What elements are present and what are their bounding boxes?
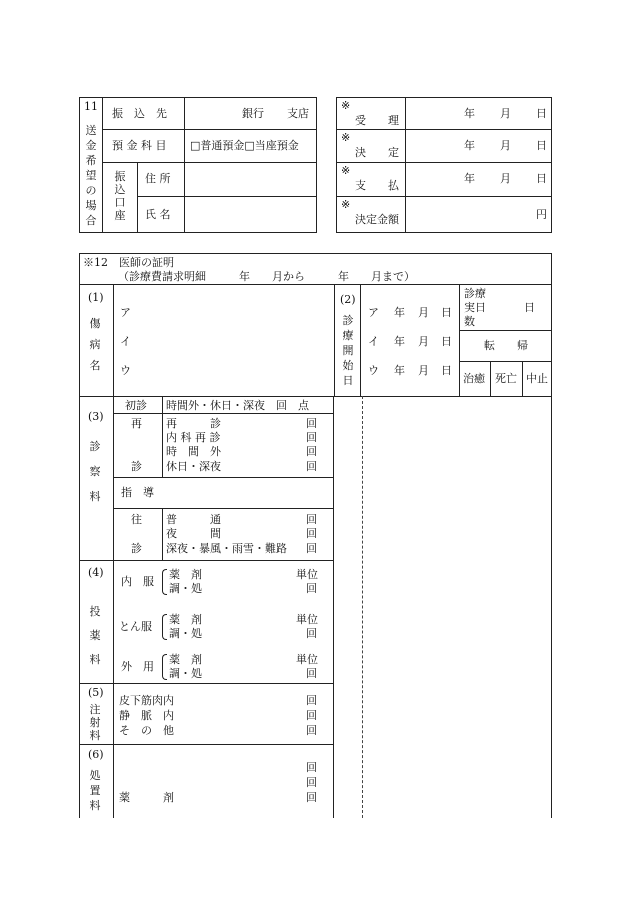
times-unit: 回 [306,761,317,774]
unit-label: 単位 [296,653,318,666]
divider [334,284,335,396]
external-use-label: 外 用 [121,660,154,673]
month-label: 月 [500,172,511,185]
injury-item-u: ウ [120,364,131,377]
divider [360,284,361,396]
certificate-subtitle: （診療費請求明細 年 月から 年 月まで） [118,270,415,283]
decided-amount-label: 決定金額 [355,213,399,226]
year-label: 年 [394,364,405,377]
divider [336,129,552,130]
day-label: 日 [441,306,452,319]
times-unit: 回 [306,513,317,526]
divider [113,284,114,818]
month-label: 月 [418,364,429,377]
day-label: 日 [536,107,547,120]
divider [113,413,333,414]
day-label: 日 [536,172,547,185]
divider [102,97,103,233]
revisit-item: 内 科 再 診 [166,431,221,444]
drug-item: 薬 剤 [169,613,202,626]
times-unit: 回 [306,582,317,595]
times-unit: 回 [306,791,317,804]
first-visit-detail: 時間外・休日・深夜 回 点 [166,399,309,412]
start-date-label: 診療開始日 [342,314,354,387]
certificate-title: ※12 医師の証明 [83,256,174,269]
revisit-label-top: 再 [131,417,142,430]
home-visit-item: 夜 間 [166,527,221,540]
divider [79,744,333,745]
divider [459,330,551,331]
unit-label: 単位 [296,613,318,626]
injection-item: そ の 他 [119,724,174,737]
divider [405,97,406,233]
year-label: 年 [394,335,405,348]
received-label: 受 理 [355,114,399,127]
day-label: 日 [441,364,452,377]
start-row-i: イ [368,335,379,348]
office-mark: ※ [341,198,351,211]
divider [79,284,551,285]
name-label: 氏 名 [145,208,171,221]
home-visit-item: 普 通 [166,513,221,526]
outcome-died: 死亡 [495,372,517,385]
divider [522,361,523,396]
branch-label: 支店 [287,107,309,120]
divider [79,396,551,397]
as-needed-label: とん服 [119,620,152,633]
unit-label: 単位 [296,568,318,581]
first-visit-label: 初診 [125,399,147,412]
guidance-label: 指 導 [121,486,154,499]
bank-label: 銀行 [242,107,264,120]
injury-item-a: ア [120,306,131,319]
office-mark: ※ [341,164,351,177]
days-label-2: 実日 [464,301,486,314]
brace [162,654,167,680]
days-unit: 日 [524,301,535,314]
injection-item: 皮下筋肉内 [119,694,174,707]
divider [102,129,317,130]
drug-label: 薬 剤 [119,791,174,804]
injection-item: 静 脈 内 [119,709,174,722]
divider [490,361,491,396]
consultation-fee-label: 診察料 [89,440,101,503]
brace [162,614,167,640]
revisit-item: 休日・深夜 [166,460,221,473]
divider [336,196,552,197]
revisit-label-bottom: 診 [131,460,142,473]
brace [162,569,167,595]
home-visit-label-bottom: 診 [131,542,142,555]
times-unit: 回 [306,724,317,737]
certificate-frame [79,253,551,254]
divider [162,508,163,560]
start-row-a: ア [368,306,379,319]
home-visit-item: 深夜・暴風・雨雪・難路 [166,542,287,555]
month-label: 月 [418,306,429,319]
days-label-3: 数 [464,315,475,328]
account-type-label: 預 金 科 目 [112,139,167,152]
frame-left [79,253,80,818]
year-label: 年 [464,107,475,120]
home-visit-label-top: 往 [131,513,142,526]
injection-fee-label: 注射料 [89,703,101,742]
divider [336,162,552,163]
dispense-item: 調・処 [169,627,202,640]
treatment-fee-label: 処置料 [89,769,101,812]
divider [162,396,163,477]
outcome-label: 転 帰 [484,339,528,352]
year-label: 年 [464,139,475,152]
injection-number: (5) [88,686,104,699]
item-number: 11 [84,100,98,113]
times-unit: 回 [306,694,317,707]
divider [459,361,551,362]
divider [113,508,333,509]
payee-label: 振 込 先 [112,107,167,120]
divider [79,560,333,561]
yen-label: 円 [536,208,547,221]
day-label: 日 [441,335,452,348]
treatment-number: (6) [88,748,104,761]
internal-use-label: 内 服 [121,575,154,588]
divider [79,683,333,684]
dispense-item: 調・処 [169,667,202,680]
day-label: 日 [536,139,547,152]
times-unit: 回 [306,627,317,640]
revisit-item: 時 間 外 [166,445,221,458]
month-label: 月 [500,139,511,152]
decided-label: 決 定 [355,146,399,159]
start-date-number: (2) [340,293,356,306]
office-mark: ※ [341,131,351,144]
paid-label: 支 払 [355,179,399,192]
times-unit: 回 [306,431,317,444]
divider [184,97,185,233]
account-type-options[interactable]: □普通預金□当座預金 [190,139,299,152]
medication-fee-label: 投薬料 [89,605,101,666]
transfer-account-label: 振込口座 [114,170,126,222]
drug-item: 薬 剤 [169,568,202,581]
month-label: 月 [500,107,511,120]
times-unit: 回 [306,667,317,680]
times-unit: 回 [306,527,317,540]
times-unit: 回 [306,709,317,722]
outcome-stopped: 中止 [526,372,548,385]
outcome-cured: 治癒 [463,372,485,385]
year-label: 年 [464,172,475,185]
divider [137,162,138,233]
days-label-1: 診療 [464,287,486,300]
revisit-item: 再 診 [166,417,221,430]
month-label: 月 [418,335,429,348]
dispense-item: 調・処 [169,582,202,595]
divider [333,396,334,818]
drug-item: 薬 剤 [169,653,202,666]
frame-right [551,253,552,818]
injury-name-label: 傷病名 [89,317,101,372]
year-label: 年 [394,306,405,319]
injury-item-i: イ [120,335,131,348]
fees-number: (3) [88,410,104,423]
injury-number: (1) [88,291,104,304]
divider [459,284,460,396]
medication-number: (4) [88,566,104,579]
divider [113,477,333,478]
times-unit: 回 [306,460,317,473]
times-unit: 回 [306,417,317,430]
address-label: 住 所 [145,172,171,185]
office-mark: ※ [341,99,351,112]
times-unit: 回 [306,542,317,555]
start-row-u: ウ [368,364,379,377]
times-unit: 回 [306,445,317,458]
times-unit: 回 [306,776,317,789]
remittance-vertical-label: 送金希望の場合 [85,124,97,227]
dashed-divider [362,396,363,818]
divider [137,196,317,197]
divider [102,162,317,163]
